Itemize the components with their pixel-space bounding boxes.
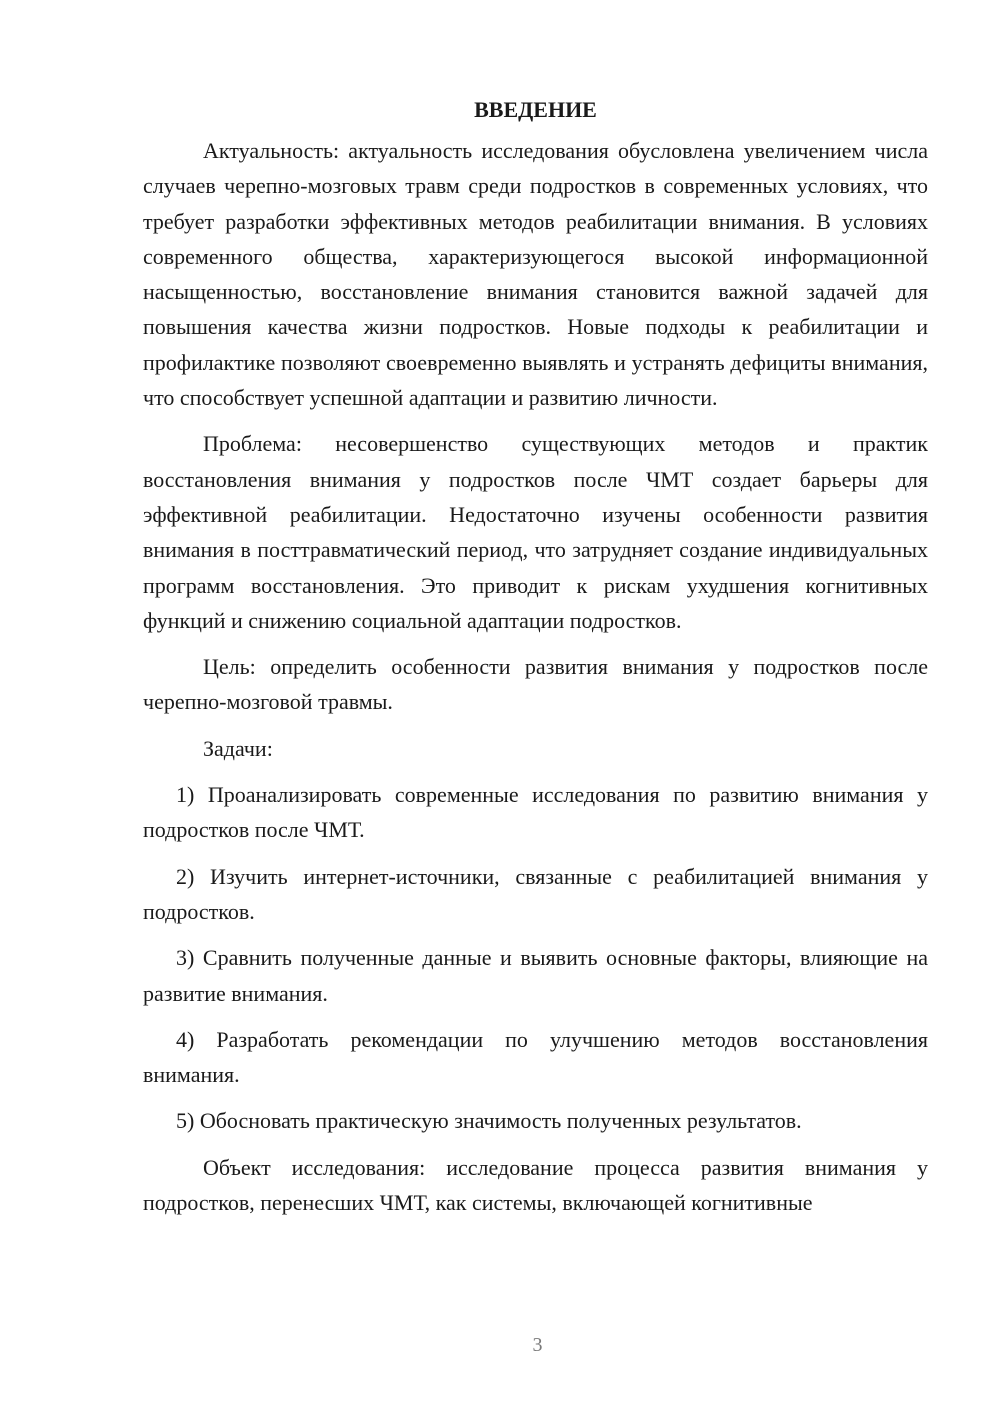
page-body [143, 94, 928, 1220]
task-item-3: 3) Сравнить полученные данные и выявить основные факторы, влияющие на развитие внимания. [143, 945, 928, 1006]
paragraph-relevance: Актуальность: актуальность исследования обусловлена увеличением числа случаев черепно-мозговых травм среди подростков в современных условиях, что требует разработки эффективных методов реабилитации внимания. В условиях современного общества, характеризующегося высокой информационной насыщенностью, восстановление внимания становится важной задачей для повышения качества жизни подростков. Новые подходы к реабилитации и профилактике позволяют своевременно выявлять и устранять дефициты внимания, что способствует успешной адаптации и развитию личности. [143, 138, 928, 411]
paragraph-tasks-heading: Задачи: [203, 735, 273, 761]
page-number: 3 [532, 1334, 543, 1356]
task-item-1: 1) Проанализировать современные исследования по развитию внимания у подростков после ЧМТ. [143, 782, 928, 843]
task-item-5: 5) Обосновать практическую значимость полученных результатов. [176, 1108, 802, 1134]
task-item-2: 2) Изучить интернет-источники, связанные с реабилитацией внимания у подростков. [143, 863, 928, 924]
task-item-4: 4) Разработать рекомендации по улучшению методов восстановления внимания. [143, 1026, 928, 1088]
paragraph-goal: Цель: определить особенности развития внимания у подростков после черепно-мозговой травмы. [143, 654, 928, 715]
paragraph-object: Объект исследования: исследование процесса развития внимания у подростков, перенесших ЧМТ, как системы, включающей когнитивные [143, 1154, 928, 1216]
section-title: ВВЕДЕНИЕ [474, 97, 597, 122]
paragraph-problem: Проблема: несовершенство существующих методов и практик восстановления внимания у подростков после ЧМТ создает барьеры для эффективной реабилитации. Недостаточно изучены особенности развития внимания в посттравматический период, что затрудняет создание индивидуальных программ восстановления. Это приводит к рискам ухудшения когнитивных функций и снижению социальной адаптации подростков. [143, 431, 928, 633]
